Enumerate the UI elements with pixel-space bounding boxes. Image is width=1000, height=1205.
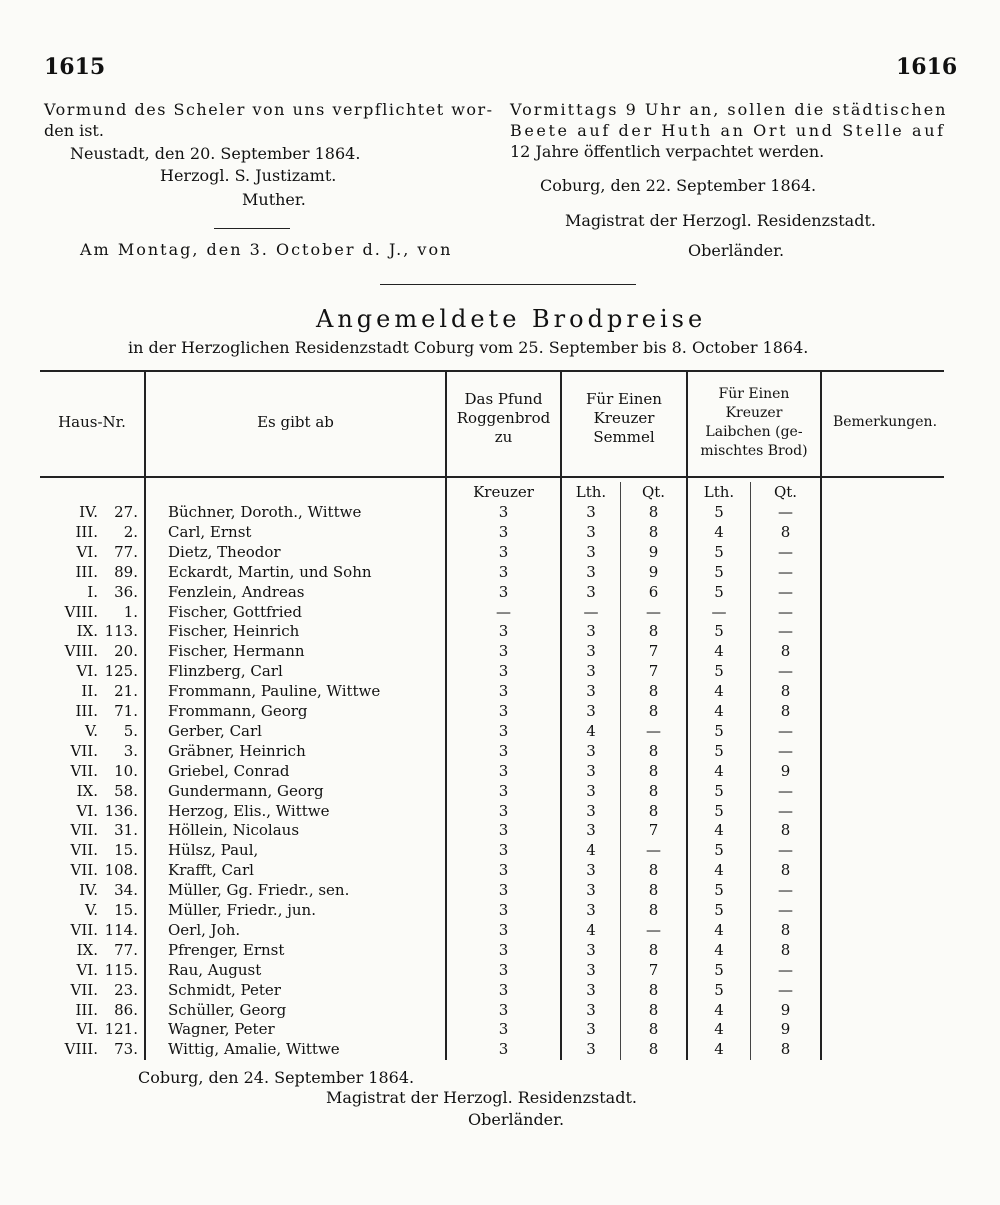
cell-l-lth: 4 — [714, 761, 724, 780]
footer-place-date: Coburg, den 24. September 1864. — [138, 1068, 415, 1087]
cell-name: Pfrenger, Ernst — [168, 940, 285, 959]
cell-l-lth: 5 — [714, 741, 724, 760]
cell-kreuzer: 3 — [498, 662, 509, 681]
cell-l-lth: 4 — [714, 682, 724, 701]
right-text-line1: Vormittags 9 Uhr an, sollen die städtischen — [510, 100, 948, 119]
cell-l-lth: 4 — [714, 642, 724, 661]
cell-s-qt: 8 — [648, 940, 659, 959]
cell-s-lth: 3 — [586, 901, 596, 919]
cell-name: Gundermann, Georg — [168, 781, 324, 800]
left-divider — [214, 228, 290, 229]
right-place-date: Coburg, den 22. September 1864. — [540, 176, 817, 195]
cell-kreuzer: 3 — [498, 642, 509, 661]
cell-nr: 20. — [114, 642, 138, 661]
cell-l-qt: — — [778, 542, 793, 561]
unit-semmel-lth: Lth. — [575, 483, 607, 501]
cell-l-lth: 4 — [714, 940, 724, 959]
cell-district: IX. — [76, 781, 98, 800]
cell-l-lth: 5 — [714, 781, 724, 800]
cell-l-lth: 5 — [714, 801, 724, 820]
cell-l-lth: 4 — [714, 1040, 724, 1059]
header-semmel-line2: Kreuzer — [593, 409, 655, 427]
cell-s-qt: 8 — [648, 1020, 659, 1039]
cell-kreuzer: 3 — [498, 1000, 509, 1019]
cell-s-lth: 3 — [586, 542, 596, 561]
cell-nr: 71. — [114, 702, 138, 720]
cell-l-qt: 8 — [780, 642, 791, 661]
cell-s-qt: 7 — [648, 960, 659, 979]
cell-l-lth: 5 — [714, 622, 724, 641]
cell-s-lth: 3 — [586, 960, 596, 979]
column-divider-5 — [820, 370, 822, 1060]
cell-s-lth: 3 — [586, 622, 596, 641]
cell-s-qt: 7 — [648, 821, 659, 840]
cell-nr: 108. — [104, 861, 138, 880]
cell-district: VII. — [70, 980, 98, 999]
cell-s-lth: 3 — [586, 1020, 596, 1039]
cell-kreuzer: 3 — [498, 960, 509, 979]
cell-name: Gerber, Carl — [168, 721, 262, 740]
cell-l-lth: 4 — [714, 821, 724, 840]
right-signature: Oberländer. — [688, 241, 785, 260]
cell-l-lth: 5 — [714, 841, 724, 860]
cell-kreuzer: 3 — [498, 901, 509, 919]
cell-kreuzer: 3 — [498, 522, 509, 541]
cell-name: Carl, Ernst — [168, 522, 252, 541]
cell-s-lth: 3 — [586, 801, 596, 820]
right-office: Magistrat der Herzogl. Residenzstadt. — [565, 211, 876, 230]
cell-kreuzer: 3 — [498, 682, 509, 701]
cell-nr: 86. — [114, 1000, 138, 1019]
cell-nr: 125. — [104, 662, 138, 681]
cell-s-lth: 3 — [586, 562, 596, 581]
cell-nr: 2. — [123, 522, 138, 541]
header-laibchen-line3: Laibchen (ge- — [705, 424, 803, 440]
cell-district: V. — [85, 901, 98, 919]
cell-nr: 1. — [123, 602, 138, 621]
header-laibchen-line2: Kreuzer — [725, 405, 783, 421]
cell-nr: 114. — [104, 920, 138, 939]
cell-district: IV. — [79, 503, 98, 521]
cell-s-qt: 8 — [648, 503, 659, 521]
cell-kreuzer: 3 — [498, 801, 509, 820]
cell-s-lth: — — [583, 602, 599, 621]
cell-kreuzer: 3 — [498, 721, 509, 740]
cell-s-qt: 8 — [648, 1000, 659, 1019]
cell-district: IV. — [79, 881, 98, 900]
cell-kreuzer: 3 — [498, 821, 509, 840]
cell-district: VI. — [76, 960, 98, 979]
cell-nr: 31. — [114, 821, 138, 840]
cell-s-lth: 3 — [586, 1000, 596, 1019]
cell-kreuzer: 3 — [498, 881, 509, 900]
cell-nr: 21. — [114, 682, 138, 701]
unit-laibchen-lth: Lth. — [703, 483, 735, 501]
cell-nr: 58. — [114, 781, 138, 800]
cell-l-qt: 9 — [780, 761, 791, 780]
cell-kreuzer: 3 — [498, 920, 509, 939]
left-notice-start: Am Montag, den 3. October d. J., von — [80, 240, 453, 259]
cell-name: Müller, Gg. Friedr., sen. — [168, 881, 350, 900]
cell-l-qt: — — [778, 980, 793, 999]
cell-name: Schüller, Georg — [168, 1000, 287, 1019]
header-laibchen-line1: Für Einen — [718, 386, 790, 402]
header-bemerkungen: Bemerkungen. — [832, 414, 938, 430]
cell-district: IX. — [76, 622, 98, 641]
cell-nr: 5. — [123, 721, 138, 740]
cell-s-qt: 8 — [648, 761, 659, 780]
cell-nr: 10. — [114, 761, 138, 780]
cell-l-qt: — — [778, 562, 793, 581]
cell-nr: 27. — [114, 503, 138, 521]
cell-district: VI. — [76, 542, 98, 561]
cell-kreuzer: 3 — [498, 582, 509, 601]
cell-nr: 121. — [104, 1020, 138, 1039]
cell-kreuzer: 3 — [498, 741, 509, 760]
cell-name: Hülsz, Paul, — [168, 841, 259, 860]
cell-s-qt: 8 — [648, 901, 659, 919]
left-office: Herzogl. S. Justizamt. — [160, 166, 337, 185]
footer-office: Magistrat der Herzogl. Residenzstadt. — [326, 1088, 637, 1107]
cell-l-qt: — — [778, 622, 793, 641]
header-semmel-line3: Semmel — [593, 428, 655, 446]
cell-s-lth: 3 — [586, 582, 596, 601]
unit-kreuzer: Kreuzer — [473, 483, 534, 501]
cell-l-lth: — — [711, 602, 727, 621]
cell-district: VII. — [70, 920, 98, 939]
cell-s-qt: 8 — [648, 861, 659, 880]
cell-name: Fischer, Gottfried — [168, 602, 302, 621]
cell-s-qt: 7 — [648, 642, 659, 661]
cell-l-qt: — — [778, 602, 793, 621]
header-semmel-line1: Für Einen — [586, 390, 662, 408]
cell-s-qt: 9 — [648, 562, 659, 581]
cell-l-lth: 5 — [714, 960, 724, 979]
cell-district: VII. — [70, 761, 98, 780]
cell-l-qt: — — [778, 960, 793, 979]
header-laibchen — [688, 385, 820, 461]
cell-district: IX. — [76, 940, 98, 959]
page-number-left: 1615 — [44, 54, 106, 80]
cell-s-lth: 3 — [586, 1040, 596, 1059]
cell-l-qt: 8 — [780, 1040, 791, 1059]
cell-district: VII. — [70, 741, 98, 760]
cell-s-lth: 3 — [586, 662, 596, 681]
cell-l-lth: 4 — [714, 920, 724, 939]
cell-kreuzer: 3 — [498, 781, 509, 800]
cell-s-lth: 3 — [586, 522, 596, 541]
cell-l-qt: 9 — [780, 1000, 791, 1019]
cell-s-lth: 3 — [586, 761, 596, 780]
cell-s-qt: 8 — [648, 622, 659, 641]
cell-l-qt: — — [778, 721, 793, 740]
table-top-rule — [40, 370, 944, 372]
cell-s-lth: 3 — [586, 741, 596, 760]
cell-l-qt: — — [778, 741, 793, 760]
cell-district: VIII. — [64, 642, 98, 661]
cell-district: II. — [81, 682, 98, 701]
cell-name: Rau, August — [168, 960, 262, 979]
cell-kreuzer: — — [496, 602, 511, 621]
cell-nr: 136. — [104, 801, 138, 820]
cell-s-qt: 8 — [648, 741, 659, 760]
cell-kreuzer: 3 — [498, 861, 509, 880]
cell-kreuzer: 3 — [498, 1040, 509, 1059]
cell-l-qt: 8 — [780, 682, 791, 701]
cell-district: III. — [75, 562, 98, 581]
cell-s-qt: 8 — [648, 881, 659, 900]
cell-nr: 115. — [104, 960, 138, 979]
header-roggenbrod-line3: zu — [494, 428, 513, 446]
cell-s-lth: 3 — [586, 861, 596, 880]
right-text-line3: 12 Jahre öffentlich verpachtet werden. — [510, 142, 825, 161]
cell-district: III. — [75, 1000, 98, 1019]
cell-district: III. — [75, 522, 98, 541]
left-signature: Muther. — [242, 190, 306, 209]
cell-l-lth: 5 — [714, 542, 724, 561]
section-divider — [380, 284, 636, 285]
cell-kreuzer: 3 — [498, 980, 509, 999]
cell-l-lth: 4 — [714, 1020, 724, 1039]
cell-s-qt: — — [646, 920, 661, 939]
cell-district: VIII. — [64, 1040, 98, 1059]
cell-l-qt: — — [778, 801, 793, 820]
cell-s-qt: 8 — [648, 980, 659, 999]
cell-l-qt: — — [778, 901, 793, 919]
header-roggenbrod — [447, 390, 560, 447]
cell-s-lth: 3 — [586, 682, 596, 701]
cell-kreuzer: 3 — [498, 562, 509, 581]
cell-district: V. — [85, 721, 98, 740]
table-header-rule — [40, 476, 944, 478]
cell-s-qt: 9 — [648, 542, 659, 561]
cell-l-lth: 4 — [714, 702, 724, 720]
cell-l-qt: 8 — [780, 940, 791, 959]
cell-s-lth: 3 — [586, 821, 596, 840]
cell-name: Eckardt, Martin, und Sohn — [168, 562, 372, 581]
cell-l-qt: — — [778, 781, 793, 800]
cell-name: Fischer, Hermann — [168, 642, 305, 661]
cell-l-qt: 9 — [780, 1020, 791, 1039]
cell-nr: 15. — [114, 901, 138, 919]
cell-name: Krafft, Carl — [168, 861, 254, 880]
cell-kreuzer: 3 — [498, 1020, 509, 1039]
cell-nr: 15. — [114, 841, 138, 860]
cell-l-lth: 5 — [714, 881, 724, 900]
cell-s-qt: 8 — [648, 1040, 659, 1059]
footer-signature: Oberländer. — [468, 1110, 565, 1129]
cell-s-qt: 6 — [648, 582, 659, 601]
cell-district: VII. — [70, 821, 98, 840]
cell-name: Dietz, Theodor — [168, 542, 281, 561]
cell-s-qt: 8 — [648, 522, 659, 541]
cell-district: III. — [75, 702, 98, 720]
cell-s-qt: 8 — [648, 801, 659, 820]
cell-name: Büchner, Doroth., Wittwe — [168, 503, 362, 521]
cell-s-lth: 3 — [586, 940, 596, 959]
cell-l-qt: — — [778, 841, 793, 860]
cell-s-lth: 3 — [586, 642, 596, 661]
cell-s-lth: 3 — [586, 503, 596, 521]
cell-kreuzer: 3 — [498, 841, 509, 860]
header-es-gibt-ab: Es gibt ab — [257, 413, 334, 431]
cell-name: Flinzberg, Carl — [168, 662, 283, 681]
header-roggenbrod-line2: Roggenbrod — [456, 409, 551, 427]
cell-district: VII. — [70, 861, 98, 880]
cell-s-qt: — — [646, 602, 661, 621]
cell-l-lth: 5 — [714, 562, 724, 581]
cell-nr: 113. — [104, 622, 138, 641]
cell-l-lth: 5 — [714, 503, 724, 521]
cell-s-lth: 3 — [586, 881, 596, 900]
header-roggenbrod-line1: Das Pfund — [464, 390, 543, 408]
cell-l-qt: — — [778, 582, 793, 601]
table-title: Angemeldete Brodpreise — [316, 305, 707, 333]
cell-name: Fischer, Heinrich — [168, 622, 300, 641]
cell-name: Frommann, Pauline, Wittwe — [168, 682, 381, 701]
cell-l-qt: 8 — [780, 522, 791, 541]
cell-l-lth: 4 — [714, 1000, 724, 1019]
cell-kreuzer: 3 — [498, 622, 509, 641]
cell-l-lth: 5 — [714, 662, 724, 681]
cell-name: Frommann, Georg — [168, 702, 308, 720]
left-text-line2: den ist. — [44, 121, 104, 140]
cell-l-qt: — — [778, 503, 793, 521]
cell-s-qt: 7 — [648, 662, 659, 681]
cell-kreuzer: 3 — [498, 702, 509, 720]
cell-s-qt: — — [646, 721, 661, 740]
cell-s-lth: 3 — [586, 702, 596, 720]
cell-nr: 73. — [114, 1040, 138, 1059]
cell-district: VI. — [76, 1020, 98, 1039]
cell-kreuzer: 3 — [498, 542, 509, 561]
column-divider-1 — [144, 370, 146, 1060]
cell-name: Höllein, Nicolaus — [168, 821, 300, 840]
cell-name: Oerl, Joh. — [168, 920, 241, 939]
cell-l-qt: — — [778, 881, 793, 900]
cell-l-qt: 8 — [780, 920, 791, 939]
cell-l-qt: 8 — [780, 821, 791, 840]
cell-name: Griebel, Conrad — [168, 761, 290, 780]
cell-nr: 3. — [123, 741, 138, 760]
cell-s-lth: 4 — [586, 841, 596, 860]
right-text-line2: Beete auf der Huth an Ort und Stelle auf — [510, 121, 946, 140]
cell-name: Schmidt, Peter — [168, 980, 281, 999]
cell-nr: 89. — [114, 562, 138, 581]
cell-nr: 77. — [114, 542, 138, 561]
page-number-right: 1616 — [896, 54, 958, 80]
cell-nr: 36. — [114, 582, 138, 601]
unit-semmel-qt: Qt. — [641, 483, 666, 501]
cell-s-qt: 8 — [648, 682, 659, 701]
cell-nr: 34. — [114, 881, 138, 900]
cell-district: I. — [87, 582, 98, 601]
cell-l-lth: 5 — [714, 582, 724, 601]
cell-district: VIII. — [64, 602, 98, 621]
cell-l-lth: 4 — [714, 522, 724, 541]
cell-l-lth: 5 — [714, 980, 724, 999]
cell-district: VI. — [76, 801, 98, 820]
header-haus-nr: Haus-Nr. — [58, 413, 126, 431]
cell-name: Wagner, Peter — [168, 1020, 275, 1039]
cell-name: Gräbner, Heinrich — [168, 741, 306, 760]
cell-s-lth: 4 — [586, 721, 596, 740]
cell-l-qt: 8 — [780, 861, 791, 880]
cell-s-qt: 8 — [648, 702, 659, 720]
cell-l-lth: 4 — [714, 861, 724, 880]
cell-s-lth: 3 — [586, 781, 596, 800]
cell-kreuzer: 3 — [498, 503, 509, 521]
cell-name: Herzog, Elis., Wittwe — [168, 801, 330, 820]
cell-s-qt: 8 — [648, 781, 659, 800]
left-text-line1: Vormund des Scheler von uns verpflichtet wor- — [44, 100, 494, 119]
cell-l-lth: 5 — [714, 721, 724, 740]
cell-nr: 23. — [114, 980, 138, 999]
cell-l-qt: 8 — [780, 702, 791, 720]
cell-l-lth: 5 — [714, 901, 724, 919]
unit-laibchen-qt: Qt. — [773, 483, 798, 501]
cell-district: VII. — [70, 841, 98, 860]
cell-l-qt: — — [778, 662, 793, 681]
cell-nr: 77. — [114, 940, 138, 959]
cell-s-lth: 3 — [586, 980, 596, 999]
cell-kreuzer: 3 — [498, 940, 509, 959]
cell-s-lth: 4 — [586, 920, 596, 939]
table-subtitle: in der Herzoglichen Residenzstadt Coburg vom 25. September bis 8. October 1864. — [128, 338, 809, 357]
cell-name: Müller, Friedr., jun. — [168, 901, 316, 919]
header-laibchen-line4: mischtes Brod) — [700, 443, 808, 459]
left-place-date: Neustadt, den 20. September 1864. — [70, 144, 361, 163]
cell-district: VI. — [76, 662, 98, 681]
cell-s-qt: — — [646, 841, 661, 860]
cell-name: Wittig, Amalie, Wittwe — [168, 1040, 340, 1059]
cell-name: Fenzlein, Andreas — [168, 582, 305, 601]
header-semmel — [562, 390, 686, 447]
cell-kreuzer: 3 — [498, 761, 509, 780]
